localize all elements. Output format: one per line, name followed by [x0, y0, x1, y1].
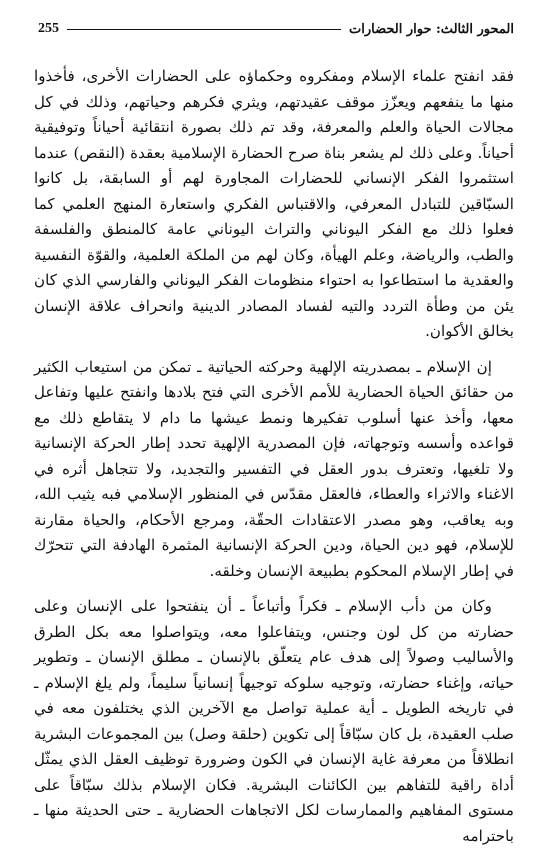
chapter-title: المحور الثالث: حوار الحضارات [348, 21, 514, 37]
paragraph-1: فقد انفتح علماء الإسلام ومفكروه وحكماؤه على الحضارات الأخرى، فأخذوا منها ما ينفعهم ويعزّز موقف عقيدتهم، ويثري فكرهم وحياتهم، وذلك في كل مجالات الحياة والعلم والمعرفة، وقد تم ذلك بصورة انتقائية أحياناً وتوفيقية أحياناً. وعلى ذلك لم يشعر بناة صرح الحضارة الإسلامية بعقدة (النقص) عندما استثمروا الفكر الإنساني للحضارات المجاورة لهم أو السابقة، بل كانوا السبّاقين للتبادل المعرفي، والاقتباس الفكري واستعارة المنهج العلمي كما فعلوا ذلك مع الفكر اليوناني والتراث اليوناني عامة كالمنطق والفلسفة والطب، والرياضة، وعلم الهيأة، وكان لهم من الملكة العلمية، والقوّة النفسية والعقدية ما استطاعوا به احتواء منظومات الفكر اليوناني والفارسي الذي كان يئن من وطأة التردد والتيه لفساد المصادر الدينية وانحراف علاقة الإنسان بخالق الأكوان. [34, 67, 514, 340]
header-rule [67, 29, 341, 30]
paragraph-2: إن الإسلام ـ بمصدريته الإلهية وحركته الحياتية ـ تمكن من استيعاب الكثير من حقائق الحياة الحضارية للأمم الأخرى التي فتح بلادها وانفتح عليها وتفاعل معها، وأخذ عنها أسلوب تفكيرها ونمط عيشها ما دام لا يتقاطع ذلك مع قواعده وأسسه وتوجهاته، فإن المصدرية الإلهية تحدد إطار الحركة الإنسانية ولا تلغيها، وتعترف بدور العقل في التفسير والتجديد، ولا تتجاهل أثره في الاغناء والاثراء والعطاء، فالعقل مقدّس في المنظور الإسلامي فبه يثيب الله، وبه يعاقب، وهو مصدر الاعتقادات الحقّة، ومرجع الأحكام، والحياة مقارنة للإسلام، فهو دين الحياة، ودين الحركة الإنسانية المثمرة الهادفة التي تتحرّك في إطار الإسلام المحكوم بطبيعة الإنسان وخلقه. [34, 357, 514, 580]
paragraph-3: وكان من دأب الإسلام ـ فكراً وأتباعاً ـ أن ينفتحوا على الإنسان وعلى حضارته من كل لون وجنس، ويتفاعلوا معه، ويتواصلوا معه بكل الطرق والأساليب وصولاً إلى هدف عام يتعلّق بالإنسان ـ مطلق الإنسان ـ وتطوير حياته، وإغناء حضارته، وتوجيه سلوكه توجيهاً إنسانياً سليماً، ولم يلغ الإسلام ـ في تاريخه الطويل ـ أية عملية تواصل مع الآخرين الذي يختلفون معه في صلب العقيدة، بل كان سبّاقاً إلى تكوين (حلقة وصل) بين المجموعات البشرية انطلاقاً من معرفة غاية الإنسان في الكون وضرورة توظيف العقل الذي يمثّل أداة راقية للتفاهم بين الكائنات البشرية. فكان الإسلام بذلك سبّاقاً على مستوى المفاهيم والممارسات لكل الاتجاهات الحضارية ـ حتى الحديثة منها ـ باحترامه [34, 597, 514, 845]
running-header [38, 18, 514, 40]
body-text [34, 64, 514, 859]
page-number: 255 [38, 21, 59, 36]
